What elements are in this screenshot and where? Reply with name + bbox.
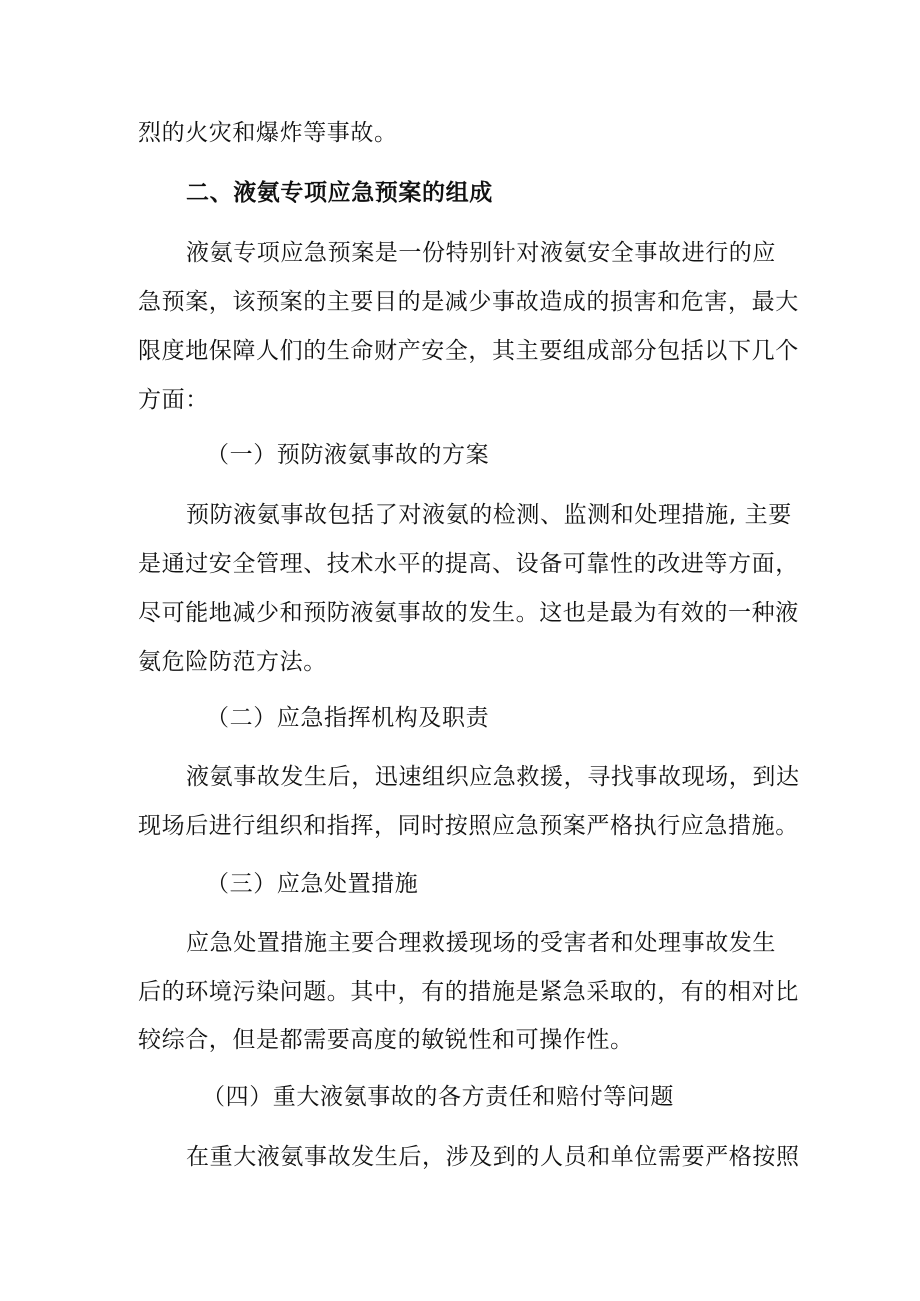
subsection-2-para-line-1: 液氨事故发生后，迅速组织应急救援，寻找事故现场，到达 xyxy=(186,764,800,790)
section-2-para-line-2: 急预案，该预案的主要目的是减少事故造成的损害和危害，最大 xyxy=(138,289,799,315)
subsection-1-para-line-1: 预防液氨事故包括了对液氨的检测、监测和处理措施, 主要 xyxy=(186,502,792,528)
subsection-3-para-line-3: 较综合，但是都需要高度的敏锐性和可操作性。 xyxy=(138,1027,634,1053)
section-2-heading: 二、液氨专项应急预案的组成 xyxy=(186,180,493,206)
section-2-para-line-3: 限度地保障人们的生命财产安全，其主要组成部分包括以下几个 xyxy=(138,338,799,364)
subsection-3-para-line-2: 后的环境污染问题。其中，有的措施是紧急采取的，有的相对比 xyxy=(138,979,799,1005)
subsection-1-para-line-2: 是通过安全管理、技术水平的提高、设备可靠性的改进等方面， xyxy=(138,551,799,577)
subsection-3-heading: （三）应急处置措施 xyxy=(206,871,419,897)
section-2-para-line-4: 方面： xyxy=(138,387,209,413)
subsection-1-para-line-3: 尽可能地减少和预防液氨事故的发生。这也是最为有效的一种液 xyxy=(138,600,799,626)
subsection-2-heading: （二）应急指挥机构及职责 xyxy=(206,705,490,731)
subsection-4-para-line-1: 在重大液氨事故发生后，涉及到的人员和单位需要严格按照 xyxy=(186,1144,800,1170)
subsection-3-para-line-1: 应急处置措施主要合理救援现场的受害者和处理事故发生 xyxy=(186,930,776,956)
subsection-1-para-line-4: 氨危险防范方法。 xyxy=(138,649,327,675)
section-2-para-line-1: 液氨专项应急预案是一份特别针对液氨安全事故进行的应 xyxy=(186,240,776,266)
subsection-2-para-line-2: 现场后进行组织和指挥，同时按照应急预案严格执行应急措施。 xyxy=(138,813,799,839)
subsection-1-heading: （一）预防液氨事故的方案 xyxy=(206,442,490,468)
intro-tail-line: 烈的火灾和爆炸等事故。 xyxy=(138,120,398,146)
subsection-4-heading: （四）重大液氨事故的各方责任和赔付等问题 xyxy=(202,1084,674,1110)
